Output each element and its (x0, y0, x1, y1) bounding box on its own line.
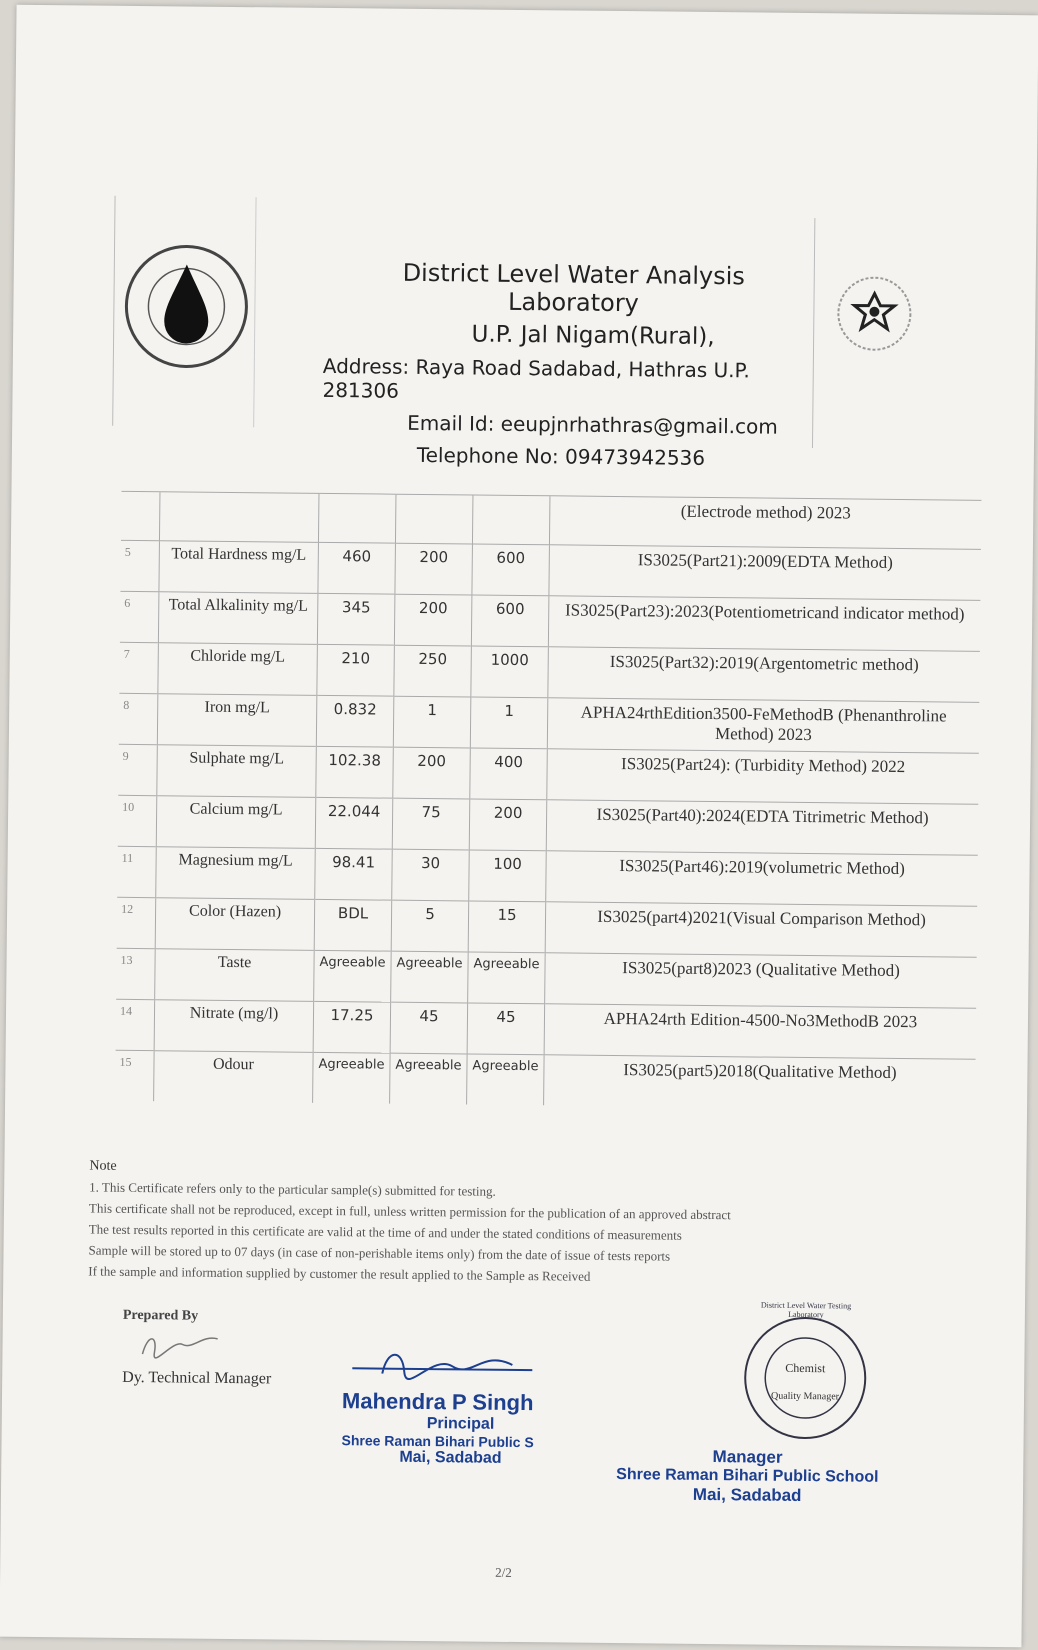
result-value: 17.25 (313, 1001, 391, 1053)
serial-number: 11 (117, 846, 156, 897)
principal-signature-block (341, 1343, 542, 1468)
table-row (121, 491, 981, 549)
table-row (115, 1050, 975, 1110)
parameter-name: Chloride mg/L (158, 643, 318, 696)
permissible-limit: Agreeable (468, 952, 546, 1004)
method-cell: IS3025(Part24): (Turbidity Method) 2022 (547, 749, 979, 805)
serial-number: 8 (119, 693, 158, 744)
method-cell: IS3025(Part21):2009(EDTA Method) (549, 545, 981, 601)
manager-school: Shree Raman Bihari Public School (616, 1466, 879, 1486)
principal-name: Mahendra P Singh (341, 1388, 534, 1416)
method-cell: IS3025(part4)2021(Visual Comparison Method) (545, 902, 977, 958)
lab-stamp (740, 1300, 871, 1443)
prepared-by-block (122, 1308, 272, 1389)
manager-signature-block (616, 1446, 879, 1507)
acceptable-limit: 75 (392, 798, 470, 850)
result-value: 22.044 (315, 797, 393, 849)
permissible-limit: 600 (472, 544, 550, 596)
acceptable-limit: Agreeable (390, 1053, 468, 1104)
note-item: The test results reported in this certificate are valid at the time of and under the stated conditions of measurements (88, 1221, 682, 1243)
result-value: BDL (314, 899, 392, 951)
acceptable-limit: 1 (393, 696, 471, 748)
prepared-by-label: Prepared By (122, 1307, 199, 1324)
acceptable-limit: 200 (395, 543, 473, 595)
principal-title: Principal (426, 1415, 495, 1433)
parameter-name: Odour (154, 1051, 314, 1103)
notes-section (88, 1156, 909, 1291)
permissible-limit: 45 (467, 1003, 545, 1055)
letterhead (12, 5, 1038, 476)
table-row (119, 693, 979, 753)
method-cell: (Electrode method) 2023 (549, 496, 981, 550)
serial-number: 5 (120, 540, 159, 591)
principal-place: Mai, Sadabad (399, 1448, 502, 1467)
note-item: Sample will be stored up to 07 days (in case of non-perishable items only) from the date of issue of tests reports (88, 1242, 671, 1264)
permissible-limit: Agreeable (467, 1054, 545, 1105)
permissible-limit: 400 (470, 748, 548, 800)
manager-place: Mai, Sadabad (692, 1484, 802, 1505)
parameter-name: Sulphate mg/L (157, 745, 317, 798)
emblem-logo (812, 218, 925, 449)
parameter-name: Total Alkalinity mg/L (158, 592, 318, 645)
result-value: 210 (317, 644, 395, 696)
method-cell: IS3025(Part46):2019(volumetric Method) (546, 851, 978, 907)
parameter-name: Calcium mg/L (156, 796, 316, 849)
table-row (116, 948, 976, 1008)
acceptable-limit: 250 (394, 645, 472, 697)
permissible-limit: 15 (468, 901, 546, 953)
table-row (118, 795, 978, 855)
acceptable-limit: Agreeable (391, 951, 469, 1003)
method-cell: IS3025(Part23):2023(Potentiometricand indicator method) (548, 596, 980, 652)
parameter-name: Magnesium mg/L (156, 847, 316, 900)
acceptable-limit: 45 (390, 1002, 468, 1054)
parameter-name: Taste (155, 949, 315, 1002)
page-number: 2/2 (495, 1564, 512, 1580)
permissible-limit: 200 (469, 799, 547, 851)
serial-number: 13 (116, 948, 155, 999)
parameter-name: Iron mg/L (157, 694, 317, 747)
acceptable-limit: 200 (393, 747, 471, 799)
serial-number: 12 (117, 897, 156, 948)
table-row (119, 642, 979, 702)
serial-number: 15 (115, 1050, 154, 1101)
stamp-role-2: Quality Manager (770, 1390, 840, 1403)
serial-number: 14 (116, 999, 155, 1050)
acceptable-limit: 30 (392, 849, 470, 901)
parameter-name: Nitrate (mg/l) (154, 1000, 314, 1053)
table-row (120, 540, 980, 600)
method-cell: IS3025(Part32):2019(Argentometric method) (548, 647, 980, 703)
jal-nigam-logo (112, 196, 256, 427)
serial-number: 9 (118, 744, 157, 795)
prepared-signature (122, 1324, 242, 1365)
result-value: 0.832 (316, 695, 394, 747)
organization: U.P. Jal Nigam(Rural), (471, 321, 715, 351)
test-results-table (115, 491, 981, 1110)
prepared-role: Dy. Technical Manager (122, 1368, 272, 1388)
result-value: Agreeable (313, 1052, 391, 1103)
principal-school: Shree Raman Bihari Public S (341, 1432, 534, 1451)
serial-number: 7 (119, 642, 158, 693)
table-row (117, 846, 977, 906)
serial-number: 10 (118, 795, 157, 846)
note-item: This certificate shall not be reproduced, except in full, unless written permission for the publication of an approved abstract (88, 1200, 731, 1223)
result-value: 102.38 (316, 746, 394, 798)
acceptable-limit: 200 (394, 594, 472, 646)
result-value: Agreeable (314, 950, 392, 1002)
table-row (120, 591, 980, 651)
lab-stamp-ring (740, 1312, 871, 1443)
table-row (116, 999, 976, 1059)
stamp-role: Chemist (785, 1360, 826, 1376)
acceptable-limit: 5 (391, 900, 469, 952)
certificate-page (0, 5, 1038, 1648)
method-cell: IS3025(Part40):2024(EDTA Titrimetric Method) (546, 800, 978, 856)
table-row (117, 897, 977, 957)
lab-title: District Level Water Analysis Laboratory (402, 258, 746, 318)
method-cell: IS3025(part5)2018(Qualitative Method) (544, 1055, 976, 1110)
manager-title: Manager (712, 1447, 783, 1467)
note-item: 1. This Certificate refers only to the particular sample(s) submitted for testing. (89, 1179, 496, 1199)
permissible-limit: 600 (471, 595, 549, 647)
permissible-limit: 1000 (471, 646, 549, 698)
notes-title: Note (89, 1158, 117, 1174)
stamp-text: District Level Water Testing Laboratory (760, 1300, 852, 1320)
parameter-name: Color (Hazen) (155, 898, 315, 951)
note-item: If the sample and information supplied by customer the result applied to the Sample as Received (88, 1263, 591, 1284)
permissible-limit: 100 (469, 850, 547, 902)
permissible-limit: 1 (470, 697, 548, 749)
principal-signature (342, 1343, 542, 1385)
address: Address: Raya Road Sadabad, Hathras U.P. 281306 (322, 353, 751, 403)
telephone: Telephone No: 09473942536 (416, 442, 706, 470)
method-cell: IS3025(part8)2023 (Qualitative Method) (545, 953, 977, 1009)
table-row (118, 744, 978, 804)
method-cell: APHA24rth Edition-4500-No3MethodB 2023 (544, 1004, 976, 1060)
result-value: 98.41 (315, 848, 393, 900)
parameter-name: Total Hardness mg/L (159, 541, 319, 594)
result-value: 345 (317, 593, 395, 645)
serial-number: 6 (120, 591, 159, 642)
result-value: 460 (318, 542, 396, 594)
email: Email Id: eeupjnrhathras@gmail.com (407, 410, 778, 439)
method-cell: APHA24rthEdition3500-FeMethodB (Phenanthroline Method) 2023 (547, 698, 979, 754)
